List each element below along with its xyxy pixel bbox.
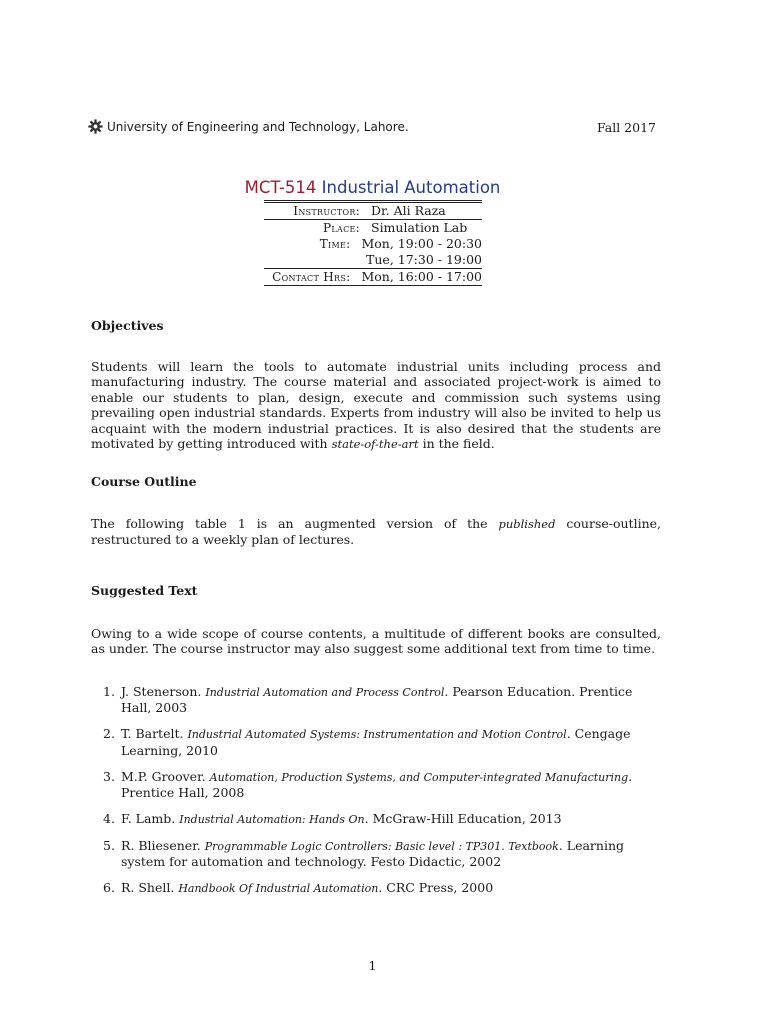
instructor-row [264,203,482,219]
reference-item: 6. R. Shell. Handbook Of Industrial Automation. CRC Press, 2000 [103,880,494,896]
course-outline-heading: Course Outline [91,474,197,489]
gear-logo-icon [88,119,103,134]
objectives-paragraph: Students will learn the tools to automate industrial units including process and manufacturing industry. The course material and associated project-work is aimed to enable our students to plan, design, execute and commission such systems using prevailing open industrial standards. Experts from industry will also be invited to help us acquaint with the modern industrial practices. It is also desired that the students are motivated by getting introduced with state-of-the-art in the field. [91,359,661,452]
reference-item: 4. F. Lamb. Industrial Automation: Hands On. McGraw-Hill Education, 2013 [103,810,562,826]
reference-item: 5. R. Bliesener. Programmable Logic Controllers: Basic level : TP301. Textbook. Learning system for automation and technology. Festo Didactic, 2002 [103,837,625,870]
place-label: Place: [323,221,360,235]
time-value-2: Tue, 17:30 - 19:00 [366,252,482,267]
reference-list [91,684,661,907]
course-title [0,178,745,197]
reference-item: 3. M.P. Groover. Automation, Production Systems, and Computer-integrated Manufacturing. Prentice Hall, 2008 [103,768,633,801]
reference-item: 2. T. Bartelt. Industrial Automated Systems: Instrumentation and Motion Control. Cengage Learning, 2010 [103,726,631,758]
contact-row [264,268,482,285]
suggested-text-heading: Suggested Text [91,583,198,598]
objectives-heading: Objectives [91,318,164,333]
time-row-2 [264,252,482,268]
place-value: Simulation Lab [371,220,468,235]
institution-name: University of Engineering and Technology, Lahore. [107,119,409,134]
suggested-text-paragraph: Owing to a wide scope of course contents, a multitude of different books are consulted, as under. The course instructor may also suggest some additional text from time to time. [91,626,661,657]
course-code: MCT-514 [244,178,317,197]
page-number: 1 [368,958,377,973]
instructor-value: Dr. Ali Raza [371,203,446,218]
contact-label: Contact Hrs: [272,270,351,284]
time-row [264,236,482,252]
course-name: Industrial Automation [321,178,501,197]
course-info-table [264,200,482,286]
contact-value: Mon, 16:00 - 17:00 [361,269,482,284]
institution-header [88,119,409,134]
course-outline-paragraph: The following table 1 is an augmented version of the published course-outline, restructured to a weekly plan of lectures. [91,516,661,548]
instructor-label: Instructor: [293,204,360,218]
reference-item: 1. J. Stenerson. Industrial Automation and Process Control. Pearson Education. Prentice Hall, 2003 [103,684,633,716]
place-row [264,219,482,236]
term-label: Fall 2017 [596,120,656,135]
time-value-1: Mon, 19:00 - 20:30 [361,236,482,251]
time-label: Time: [319,237,351,251]
